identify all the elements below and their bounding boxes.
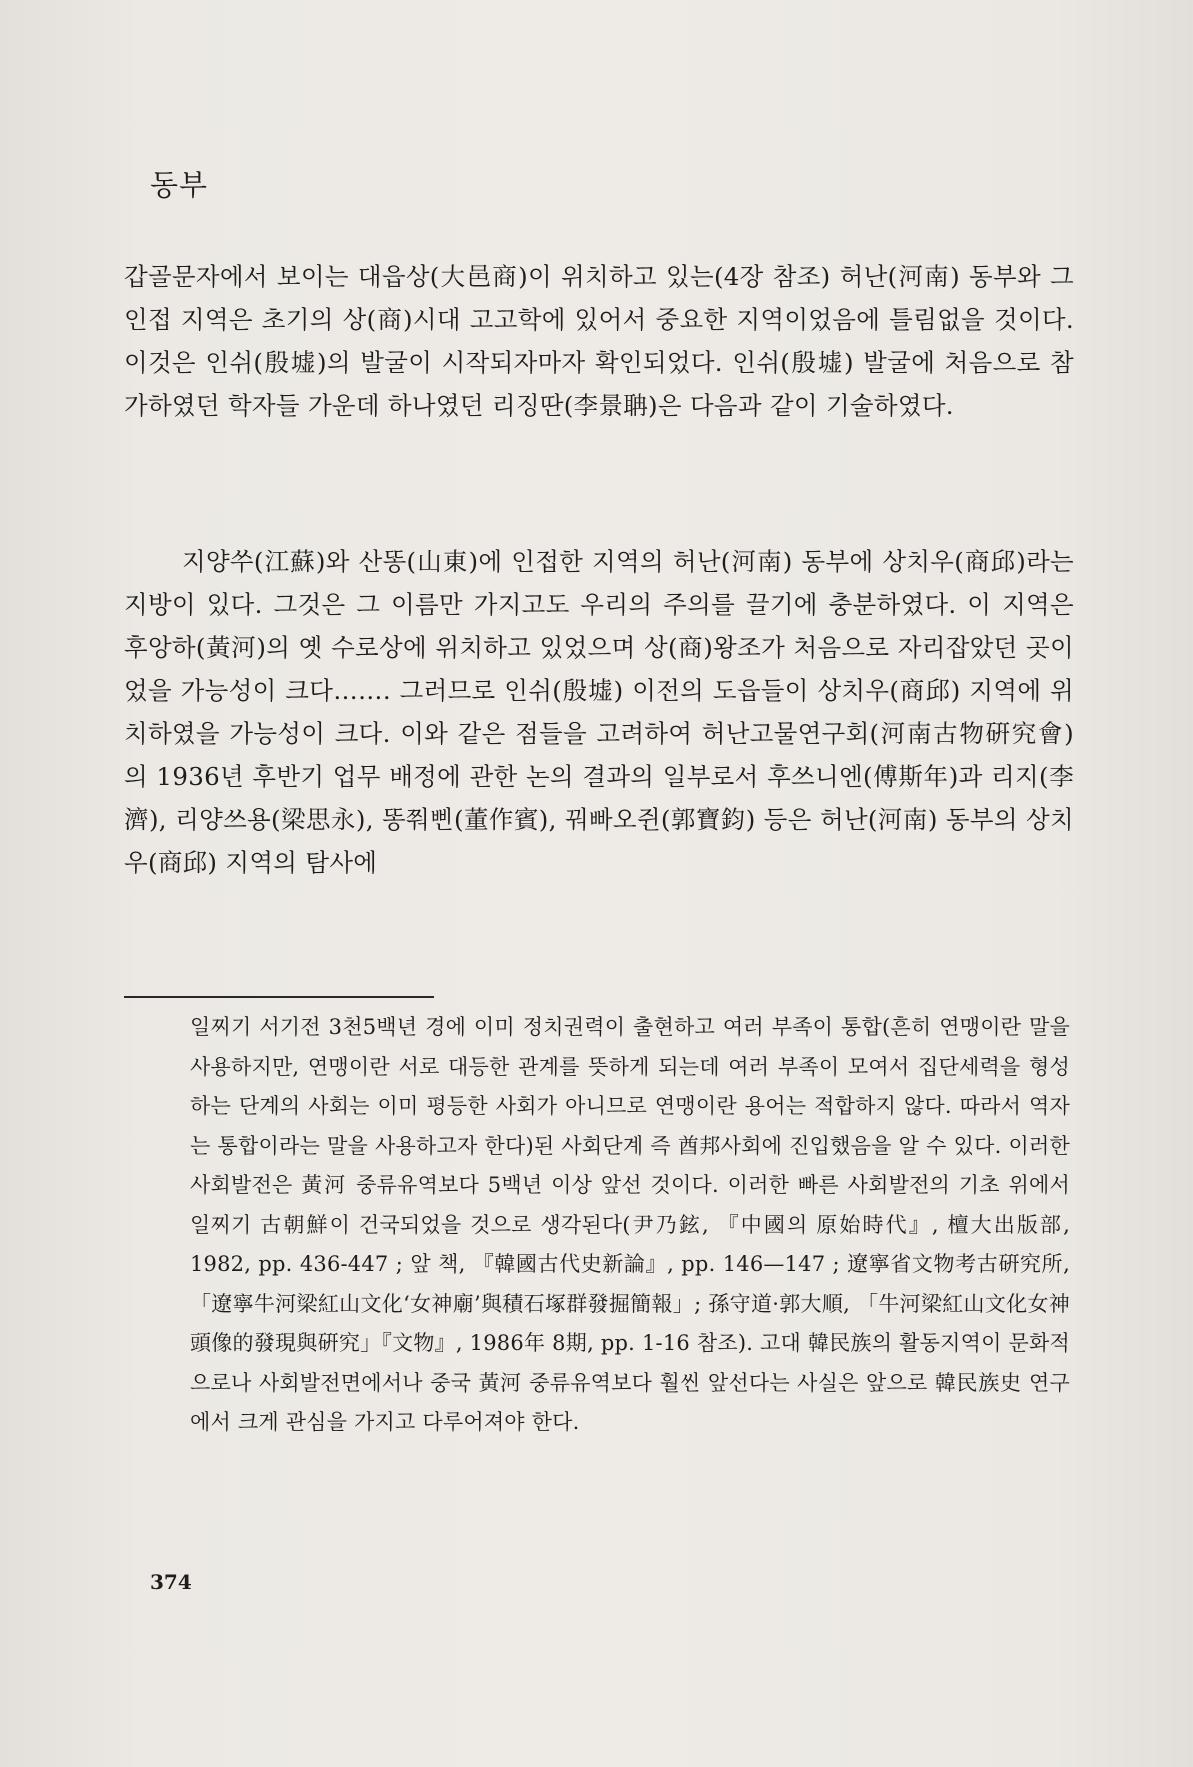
section-heading: 동부 xyxy=(150,168,209,202)
page-number: 374 xyxy=(150,1570,192,1594)
body-paragraph-intro: 갑골문자에서 보이는 대읍상(大邑商)이 위치하고 있는(4장 참조) 허난(河南) 동부와 그 인접 지역은 초기의 상(商)시대 고고학에 있어서 중요한 지역이었음에 틀림없을 것이다. 이것은 인쉬(殷墟)의 발굴이 시작되자마자 확인되었다. 인쉬(殷墟) 발굴에 처음으로 참가하였던 학자들 가운데 하나였던 리징딴(李景聃)은 다음과 같이 기술하였다. xyxy=(124,262,1075,420)
footnote-text: 일찌기 서기전 3천5백년 경에 이미 정치권력이 출현하고 여러 부족이 통합(흔히 연맹이란 말을 사용하지만, 연맹이란 서로 대등한 관계를 뜻하게 되는데 여러 부족이 모여서 집단세력을 형성하는 단계의 사회는 이미 평등한 사회가 아니므로 연맹이란 용어는 적합하지 않다. 따라서 역자는 통합이라는 말을 사용하고자 한다)된 사회단계 즉 酋邦사회에 진입했음을 알 수 있다. 이러한 사회발전은 黃河 중류유역보다 5백년 이상 앞선 것이다. 이러한 빠른 사회발전의 기초 위에서 일찌기 古朝鮮이 건국되었을 것으로 생각된다(尹乃鉉, 『中國의 原始時代』, 檀大出版部, 1982, pp. 436-447 ; 앞 책, 『韓國古代史新論』, pp. 146—147 ; 遼寧省文物考古硏究所, 「遼寧牛河梁紅山文化‘女神廟’與積石塚群發掘簡報」; 孫守道·郭大順, 「牛河梁紅山文化女神頭像的發現與硏究」『文物』, 1986年 8期, pp. 1-16 참조). 고대 韓民族의 활동지역이 문화적으로나 사회발전면에서나 중국 黃河 중류유역보다 훨씬 앞선다는 사실은 앞으로 韓民族史 연구에서 크게 관심을 가지고 다루어져야 한다. xyxy=(190,1015,1070,1434)
footnote-divider xyxy=(124,996,434,998)
block-quote-paragraph: 지양쑤(江蘇)와 산똥(山東)에 인접한 지역의 허난(河南) 동부에 상치우(商邱)라는 지방이 있다. 그것은 그 이름만 가지고도 우리의 주의를 끌기에 충분하였다. 이 지역은 후앙하(黃河)의 옛 수로상에 위치하고 있었으며 상(商)왕조가 처음으로 자리잡았던 곳이었을 가능성이 크다……. 그러므로 인쉬(殷墟) 이전의 도읍들이 상치우(商邱) 지역에 위치하였을 가능성이 크다. 이와 같은 점들을 고려하여 허난고물연구회(河南古物硏究會)의 1936년 후반기 업무 배정에 관한 논의 결과의 일부로서 후쓰니엔(傅斯年)과 리지(李濟), 리양쓰용(梁思永), 똥쭤삔(董作賓), 꿔빠오쥔(郭寶鈞) 등은 허난(河南) 동부의 상치우(商邱) 지역의 탐사에 xyxy=(124,547,1074,877)
